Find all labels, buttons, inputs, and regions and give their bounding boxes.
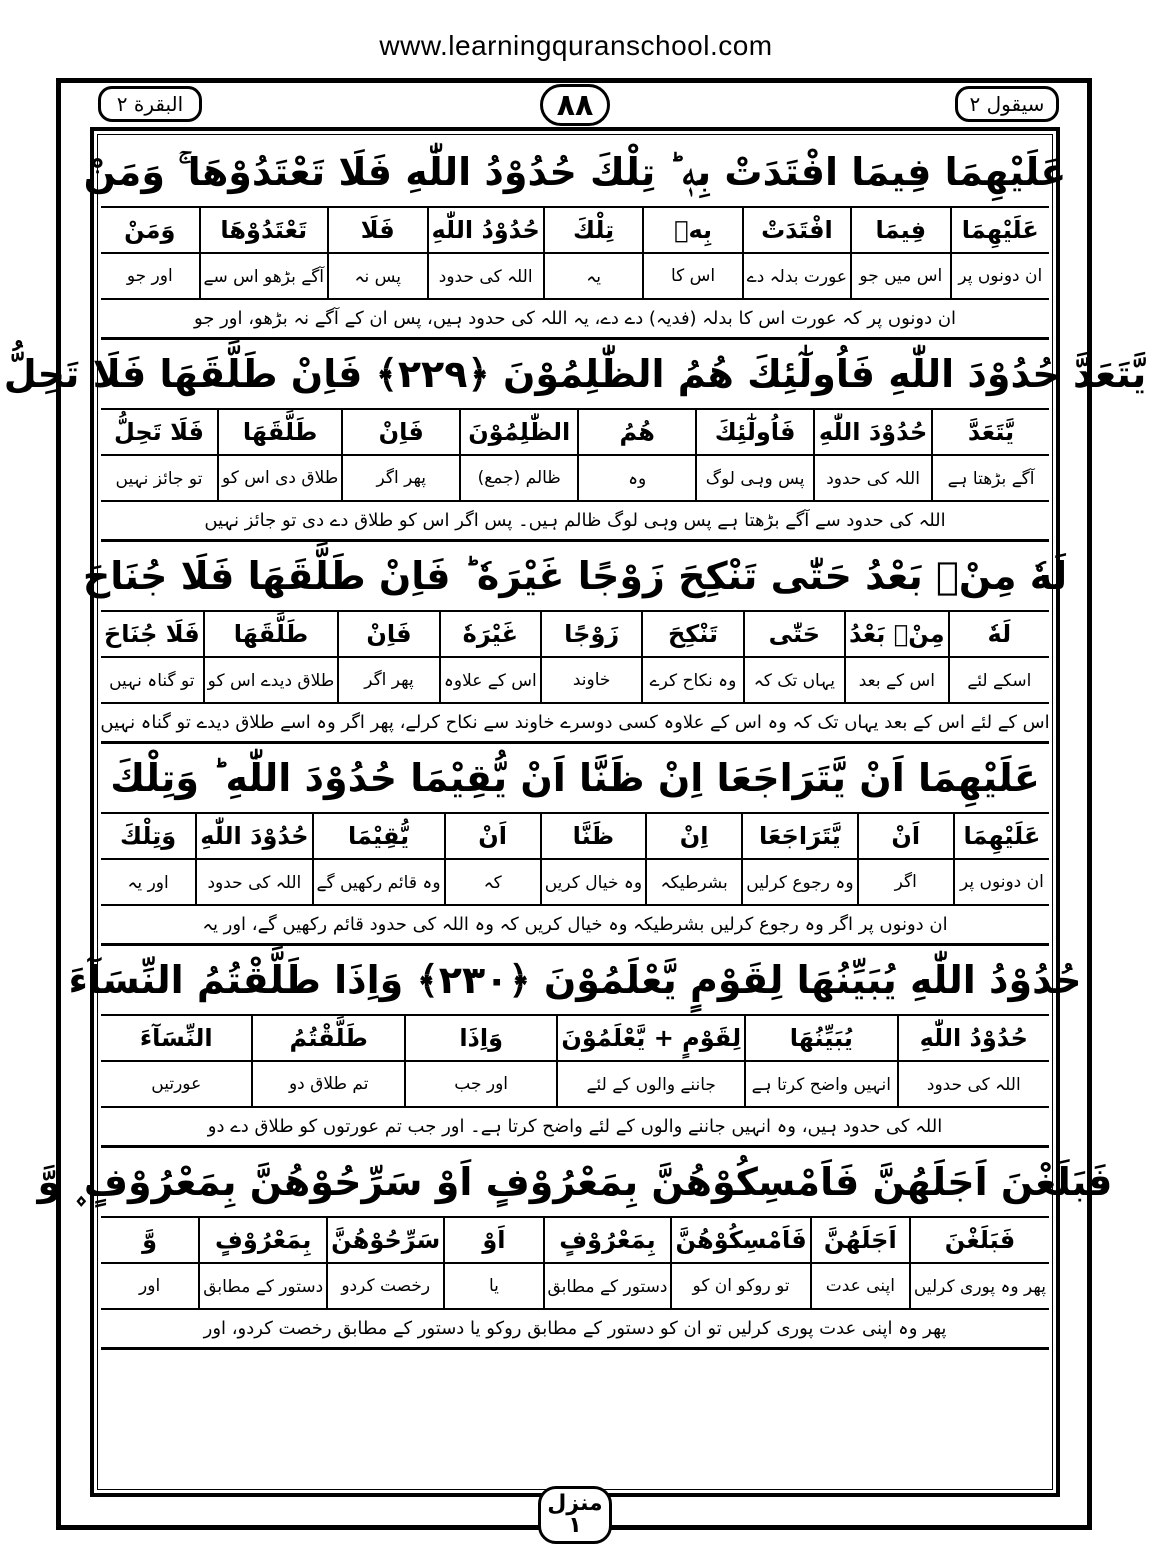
- word-meaning: پس وہی لوگ: [705, 468, 805, 489]
- word-column: [641, 612, 742, 702]
- word-meaning: پھر اگر: [364, 670, 414, 690]
- arabic-word: اَجَلَهُنَّ: [812, 1218, 909, 1264]
- translation-line: ان دونوں پر کہ عورت اس کا بدلہ (فدیہ) دے دے، یہ اللہ کی حدود ہیں، پس ان کے آگے نہ بڑھو، اور جو: [101, 300, 1049, 340]
- ayah-text: حُدُوْدُ اللّٰهِ يُبَيِّنُهَا لِقَوْمٍ يَّعْلَمُوْنَ ﴿٢٣٠﴾ وَاِذَا طَلَّقْتُمُ النِّسَآءَ: [101, 946, 1049, 1016]
- arabic-word: افْتَدَتْ: [744, 208, 850, 254]
- arabic-word: تَنْكِحَ: [643, 612, 742, 658]
- arabic-word: وَتِلْكَ: [101, 814, 195, 860]
- word-meaning: یہاں تک کہ: [753, 670, 835, 691]
- word-grid: [101, 208, 1049, 300]
- word-meaning: رخصت کردو: [341, 1276, 431, 1296]
- manzil-label: منزل: [547, 1491, 603, 1516]
- arabic-word: اِنْ: [647, 814, 741, 860]
- word-column: [743, 612, 844, 702]
- arabic-word: وَّ: [101, 1218, 198, 1264]
- word-column: [540, 612, 641, 702]
- arabic-word: ظَنَّا: [542, 814, 645, 860]
- word-meaning: اور جو: [126, 266, 173, 286]
- word-column: [556, 1016, 744, 1106]
- word-meaning: دستور کے مطابق: [547, 1276, 668, 1297]
- word-column: [443, 1218, 542, 1308]
- word-meaning: طلاق دیدے اس کو: [207, 670, 335, 691]
- word-column: [199, 208, 328, 298]
- word-column: [897, 1016, 1049, 1106]
- word-meaning: وہ قائم رکھیں گے: [316, 872, 441, 893]
- arabic-word: يَّتَرَاجَعَا: [743, 814, 856, 860]
- ayah-block: [101, 744, 1049, 946]
- arabic-word: يَّتَعَدَّ: [933, 410, 1049, 456]
- word-column: [341, 410, 459, 500]
- arabic-word: طَلَّقْتُمُ: [253, 1016, 403, 1062]
- arabic-word: حَتّٰى: [745, 612, 844, 658]
- manzil-number: ١: [568, 1513, 582, 1538]
- arabic-word: بِمَعْرُوْفٍ: [200, 1218, 326, 1264]
- word-meaning: اور یہ: [127, 872, 169, 893]
- word-meaning: اس کے بعد: [858, 670, 935, 691]
- manzil-badge: [538, 1486, 612, 1544]
- word-column: [810, 1218, 909, 1308]
- word-column: [251, 1016, 403, 1106]
- word-grid: [101, 1218, 1049, 1310]
- word-meaning: کہ: [483, 872, 502, 893]
- arabic-word: اَنْ: [859, 814, 953, 860]
- word-meaning: اور: [139, 1276, 161, 1296]
- word-meaning: ان دونوں پر: [958, 266, 1043, 286]
- word-meaning: اگر: [894, 872, 917, 892]
- arabic-word: النِّسَآءَ: [101, 1016, 251, 1062]
- word-column: [931, 410, 1049, 500]
- word-column: [543, 1218, 671, 1308]
- translation-line: اللہ کی حدود سے آگے بڑھتا ہے پس وہی لوگ ظالم ہیں۔ پس اگر اس کو طلاق دے دی تو جائز نہیں: [101, 502, 1049, 542]
- word-meaning: آگے بڑھو اس سے: [203, 266, 325, 287]
- arabic-word: فَبَلَغْنَ: [911, 1218, 1049, 1264]
- arabic-word: بِمَعْرُوْفٍ: [545, 1218, 671, 1264]
- ayah-block: [68, 946, 1082, 1148]
- word-meaning: اس میں جو: [859, 266, 943, 286]
- word-meaning: اپنی عدت: [825, 1276, 895, 1296]
- word-column: [459, 410, 577, 500]
- translation-line: اس کے لئے اس کے بعد یہاں تک کہ وہ اس کے علاوہ کسی دوسرے خاوند سے نکاح کرلے، پھر اگر وہ اسے طلاق دیدے تو گناہ نہیں: [101, 704, 1049, 744]
- word-column: [312, 814, 444, 904]
- word-column: [195, 814, 311, 904]
- arabic-word: يُبَيِّنُهَا: [746, 1016, 896, 1062]
- arabic-word: فَلَا: [329, 208, 426, 254]
- word-meaning: جاننے والوں کے لئے: [586, 1074, 716, 1095]
- arabic-word: حُدُوْدَ اللّٰهِ: [197, 814, 311, 860]
- word-column: [540, 814, 645, 904]
- arabic-word: زَوْجًا: [542, 612, 641, 658]
- word-column: [741, 814, 856, 904]
- surah-label: البقرة ٢: [98, 86, 202, 122]
- word-grid: [101, 612, 1049, 704]
- word-meaning: وہ خیال کریں: [544, 872, 643, 893]
- word-meaning: عورتیں: [151, 1074, 202, 1094]
- arabic-word: اَوْ: [445, 1218, 542, 1264]
- arabic-word: وَاِذَا: [406, 1016, 556, 1062]
- word-meaning: ان دونوں پر: [959, 872, 1044, 892]
- arabic-word: حُدُوْدُ اللّٰهِ: [429, 208, 543, 254]
- arabic-word: فَاَمْسِكُوْهُنَّ: [672, 1218, 809, 1264]
- word-meaning: پھر وہ پوری کرلیں: [913, 1276, 1046, 1297]
- word-meaning: اللہ کی حدود: [438, 266, 533, 287]
- word-meaning: اللہ کی حدود: [826, 468, 920, 489]
- word-column: [948, 612, 1049, 702]
- arabic-word: فَاِنْ: [339, 612, 438, 658]
- word-column: [404, 1016, 556, 1106]
- word-meaning: اور جب: [454, 1074, 509, 1094]
- word-column: [203, 612, 338, 702]
- word-column: [101, 1218, 198, 1308]
- arabic-word: عَلَيْهِمَا: [955, 814, 1049, 860]
- word-column: [444, 814, 540, 904]
- arabic-word: فَلَا تَحِلُّ: [101, 410, 217, 456]
- arabic-word: تَعْتَدُوْهَا: [201, 208, 328, 254]
- arabic-word: اَنْ: [446, 814, 540, 860]
- word-column: [744, 1016, 896, 1106]
- word-meaning: دستور کے مطابق: [203, 1276, 324, 1297]
- word-meaning: ظالم (جمع): [477, 468, 561, 488]
- word-column: [645, 814, 741, 904]
- ayah-block: [37, 1148, 1113, 1350]
- word-column: [101, 612, 203, 702]
- arabic-word: حُدُوْدُ اللّٰهِ: [899, 1016, 1049, 1062]
- arabic-word: لِقَوْمٍ + يَّعْلَمُوْنَ: [558, 1016, 744, 1062]
- word-meaning: پھر اگر: [376, 468, 427, 488]
- word-column: [326, 1218, 443, 1308]
- word-column: [813, 410, 931, 500]
- ayah-block: [83, 138, 1067, 340]
- arabic-word: هُمُ: [579, 410, 695, 456]
- para-label: سیقول ٢: [955, 86, 1059, 122]
- word-meaning: پس نہ: [354, 266, 402, 287]
- ayah-text: يَّتَعَدَّ حُدُوْدَ اللّٰهِ فَاُولٰٓئِكَ هُمُ الظّٰلِمُوْنَ ﴿٢٢٩﴾ فَاِنْ طَلَّقَهَا فَلَا تَحِلُّ: [101, 340, 1049, 410]
- ayah-text: عَلَيْهِمَا فِيمَا افْتَدَتْ بِهٖ ؕ تِلْكَ حُدُوْدُ اللّٰهِ فَلَا تَعْتَدُوْهَا ۚ وَمَنْ: [101, 138, 1049, 208]
- word-column: [101, 1016, 251, 1106]
- word-meaning: اس کا: [670, 266, 716, 286]
- page-number: ٨٨: [540, 84, 610, 126]
- arabic-word: طَلَّقَهَا: [205, 612, 338, 658]
- word-column: [198, 1218, 326, 1308]
- arabic-word: فَاُولٰٓئِكَ: [697, 410, 813, 456]
- word-column: [101, 410, 217, 500]
- word-meaning: یہ: [586, 266, 601, 287]
- word-meaning: تو گناہ نہیں: [109, 670, 195, 691]
- word-column: [857, 814, 953, 904]
- word-grid: [101, 410, 1049, 502]
- word-column: [439, 612, 540, 702]
- word-column: [742, 208, 850, 298]
- arabic-word: فِيمَا: [852, 208, 949, 254]
- word-meaning: عورت بدلہ دے: [746, 266, 848, 287]
- word-meaning: خاوند: [572, 670, 611, 690]
- arabic-word: عَلَيْهِمَا: [952, 208, 1049, 254]
- word-column: [543, 208, 642, 298]
- word-column: [101, 208, 198, 298]
- word-column: [577, 410, 695, 500]
- word-meaning: اللہ کی حدود: [926, 1074, 1021, 1095]
- arabic-word: بِهٖ: [644, 208, 741, 254]
- arabic-word: حُدُوْدَ اللّٰهِ: [815, 410, 931, 456]
- word-column: [844, 612, 948, 702]
- ayah-text: فَبَلَغْنَ اَجَلَهُنَّ فَاَمْسِكُوْهُنَّ بِمَعْرُوْفٍ اَوْ سَرِّحُوْهُنَّ بِمَعْرُوْفٍ ۪ وَّ: [101, 1148, 1049, 1218]
- arabic-word: لَهٗ: [950, 612, 1049, 658]
- arabic-word: مِنْۢ بَعْدُ: [846, 612, 948, 658]
- word-grid: [101, 1016, 1049, 1108]
- word-meaning: تو روکو ان کو: [692, 1276, 790, 1296]
- page-content: [3, 138, 1147, 1350]
- word-column: [950, 208, 1049, 298]
- arabic-word: تِلْكَ: [545, 208, 642, 254]
- word-column: [427, 208, 543, 298]
- word-meaning: اسکے لئے: [967, 670, 1032, 691]
- arabic-word: سَرِّحُوْهُنَّ: [328, 1218, 443, 1264]
- word-column: [695, 410, 813, 500]
- word-column: [327, 208, 426, 298]
- translation-line: اللہ کی حدود ہیں، وہ انہیں جاننے والوں کے لئے واضح کرتا ہے۔ اور جب تم عورتوں کو طلاق دے دو: [101, 1108, 1049, 1148]
- word-meaning: طلاق دی اس کو: [221, 468, 339, 488]
- ayah-text: لَهٗ مِنْۢ بَعْدُ حَتّٰى تَنْكِحَ زَوْجًا غَيْرَهٗ ؕ فَاِنْ طَلَّقَهَا فَلَا جُنَاحَ: [101, 542, 1049, 612]
- word-meaning: انہیں واضح کرتا ہے: [751, 1074, 891, 1095]
- word-column: [642, 208, 741, 298]
- translation-line: ان دونوں پر اگر وہ رجوع کرلیں بشرطیکہ وہ خیال کریں کہ وہ اللہ کی حدود قائم رکھیں گے، اور یہ: [101, 906, 1049, 946]
- word-column: [850, 208, 949, 298]
- word-meaning: تو جائز نہیں: [115, 468, 203, 489]
- word-column: [217, 410, 341, 500]
- arabic-word: وَمَنْ: [101, 208, 198, 254]
- word-meaning: وہ: [628, 468, 647, 489]
- arabic-word: فَاِنْ: [343, 410, 459, 456]
- word-column: [909, 1218, 1049, 1308]
- ayah-block: [82, 542, 1068, 744]
- word-column: [670, 1218, 809, 1308]
- ayah-text: عَلَيْهِمَا اَنْ يَّتَرَاجَعَا اِنْ ظَنَّا اَنْ يُّقِيْمَا حُدُوْدَ اللّٰهِ ؕ وَتِلْكَ: [101, 744, 1049, 814]
- ayah-block: [3, 340, 1147, 542]
- site-url: www.learningquranschool.com: [379, 30, 773, 61]
- arabic-word: فَلَا جُنَاحَ: [101, 612, 203, 658]
- arabic-word: الظّٰلِمُوْنَ: [461, 410, 577, 456]
- word-meaning: بشرطیکہ: [660, 872, 728, 893]
- word-column: [953, 814, 1049, 904]
- word-meaning: یا: [488, 1276, 499, 1296]
- word-grid: [101, 814, 1049, 906]
- word-meaning: وہ رجوع کرلیں: [746, 872, 854, 893]
- arabic-word: طَلَّقَهَا: [219, 410, 341, 456]
- word-meaning: وہ نکاح کرے: [649, 670, 737, 691]
- word-meaning: تم طلاق دو: [288, 1074, 369, 1094]
- word-meaning: اس کے علاوہ: [443, 670, 537, 691]
- translation-line: پھر وہ اپنی عدت پوری کرلیں تو ان کو دستور کے مطابق روکو یا دستور کے مطابق رخصت کردو، اور: [101, 1310, 1049, 1350]
- arabic-word: غَيْرَهٗ: [441, 612, 540, 658]
- arabic-word: يُّقِيْمَا: [314, 814, 444, 860]
- word-meaning: اللہ کی حدود: [207, 872, 302, 893]
- word-column: [101, 814, 195, 904]
- word-meaning: آگے بڑھتا ہے: [947, 468, 1035, 489]
- word-column: [337, 612, 438, 702]
